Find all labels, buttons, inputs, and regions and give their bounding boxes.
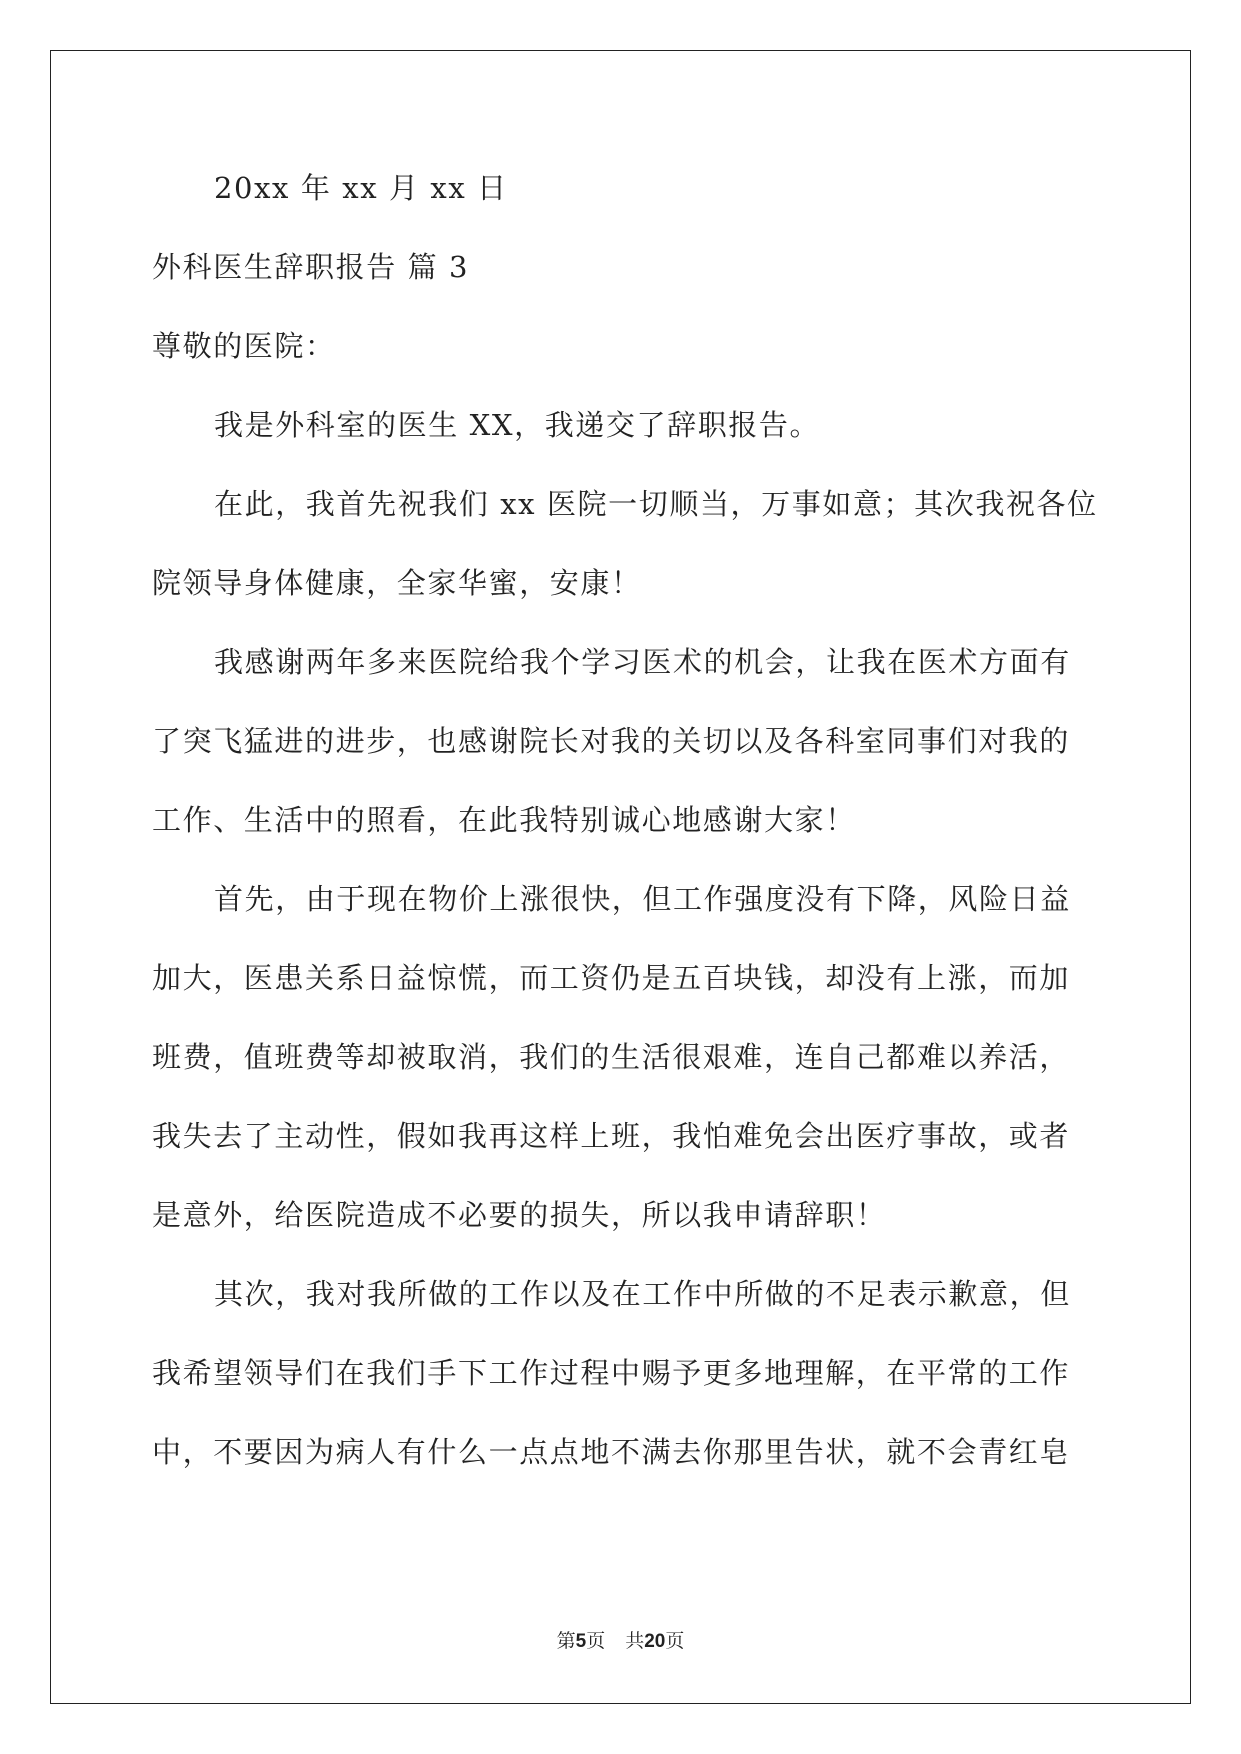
page-footer <box>0 1626 1241 1653</box>
paragraph-line: 是意外，给医院造成不必要的损失，所以我申请辞职！ <box>152 1198 887 1232</box>
paragraph-line: 在此，我首先祝我们 xx 医院一切顺当，万事如意；其次我祝各位 <box>214 487 1098 521</box>
total-prefix: 共 <box>625 1630 645 1652</box>
page-suffix: 页 <box>586 1630 606 1652</box>
paragraph-line: 我失去了主动性，假如我再这样上班，我怕难免会出医疗事故，或者 <box>152 1119 1071 1153</box>
paragraph-line: 工作、生活中的照看，在此我特别诚心地感谢大家！ <box>152 803 856 837</box>
paragraph-line: 了突飞猛进的进步，也感谢院长对我的关切以及各科室同事们对我的 <box>152 724 1071 758</box>
page-number: 5 <box>575 1631 587 1652</box>
paragraph-line: 我是外科室的医生 XX，我递交了辞职报告。 <box>214 408 821 442</box>
total-pages: 20 <box>644 1631 666 1652</box>
date-line: 20xx 年 xx 月 xx 日 <box>214 171 508 205</box>
page-prefix: 第 <box>556 1630 576 1652</box>
paragraph-line: 首先，由于现在物价上涨很快，但工作强度没有下降，风险日益 <box>214 882 1071 916</box>
total-suffix: 页 <box>665 1630 685 1652</box>
section-title: 外科医生辞职报告 篇 3 <box>152 250 470 284</box>
document-body <box>152 168 1098 1511</box>
salutation: 尊敬的医院： <box>152 329 336 363</box>
paragraph-line: 加大，医患关系日益惊慌，而工资仍是五百块钱，却没有上涨，而加 <box>152 961 1071 995</box>
paragraph-line: 我希望领导们在我们手下工作过程中赐予更多地理解，在平常的工作 <box>152 1356 1071 1390</box>
paragraph-line: 我感谢两年多来医院给我个学习医术的机会，让我在医术方面有 <box>214 645 1071 679</box>
paragraph-line: 班费，值班费等却被取消，我们的生活很艰难，连自己都难以养活， <box>152 1040 1071 1074</box>
paragraph-line: 院领导身体健康，全家华蜜，安康！ <box>152 566 642 600</box>
paragraph-line: 中，不要因为病人有什么一点点地不满去你那里告状，就不会青红皂 <box>152 1435 1071 1469</box>
paragraph-line: 其次，我对我所做的工作以及在工作中所做的不足表示歉意，但 <box>214 1277 1071 1311</box>
